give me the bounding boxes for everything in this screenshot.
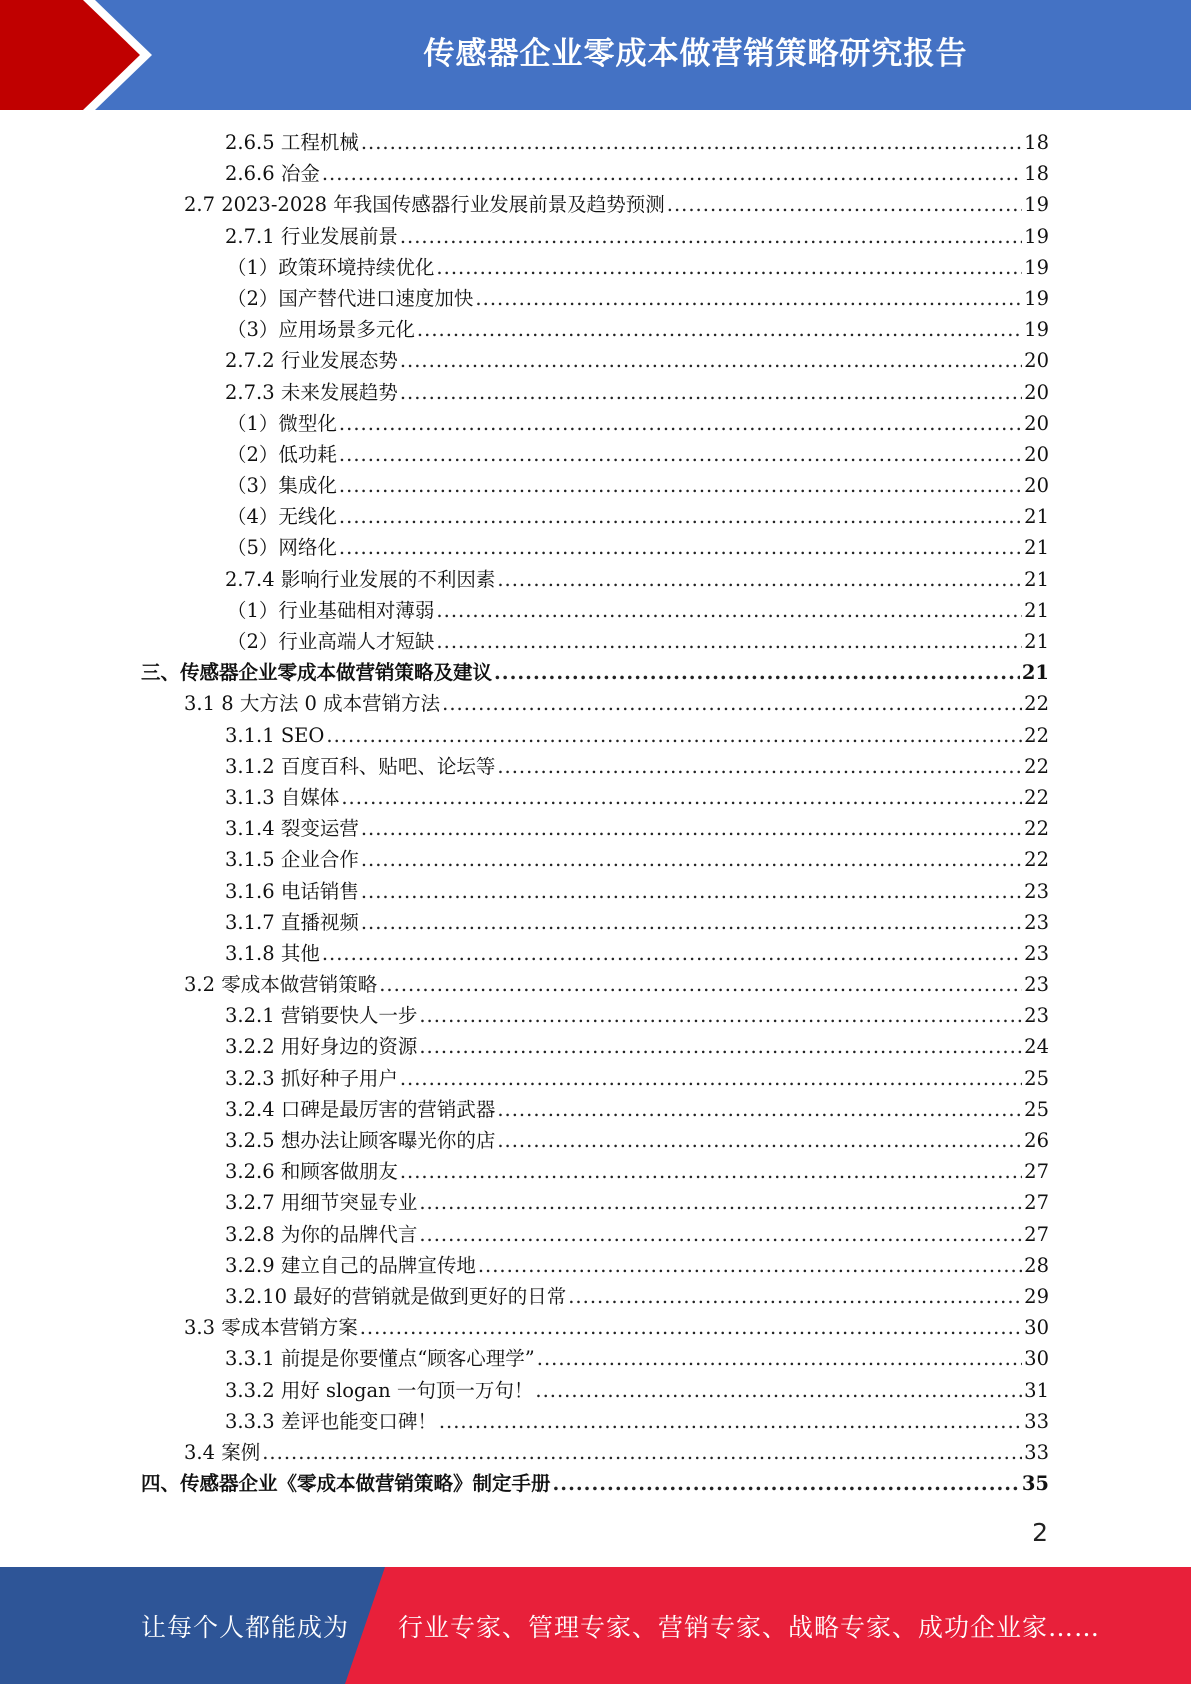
report-title: 传感器企业零成本做营销策略研究报告 xyxy=(423,35,968,72)
toc-entry[interactable] xyxy=(141,626,1049,657)
toc-leader-dots xyxy=(339,532,1022,563)
toc-entry-page: 20 xyxy=(1024,411,1049,435)
toc-leader-dots xyxy=(400,1156,1022,1187)
toc-entry-page: 22 xyxy=(1024,848,1049,872)
toc-entry-page: 33 xyxy=(1024,1409,1049,1433)
toc-entry-label: （4）无线化 xyxy=(227,505,337,529)
toc-entry-page: 23 xyxy=(1024,879,1049,903)
toc-entry-label: 3.1.5 企业合作 xyxy=(225,848,359,872)
toc-entry-page: 21 xyxy=(1024,567,1049,591)
toc-entry-page: 19 xyxy=(1024,318,1049,342)
toc-entry-page: 19 xyxy=(1024,193,1049,217)
toc-entry-label: 2.7.2 行业发展态势 xyxy=(225,349,398,373)
toc-entry-label: 3.2.9 建立自己的品牌宣传地 xyxy=(225,1253,476,1277)
toc-entry-label: 四、传感器企业《零成本做营销策略》制定手册 xyxy=(141,1472,551,1496)
toc-entry[interactable] xyxy=(141,345,1049,376)
toc-entry[interactable] xyxy=(141,1000,1049,1031)
toc-entry-page: 22 xyxy=(1024,754,1049,778)
toc-leader-dots xyxy=(535,1375,1022,1406)
toc-entry[interactable] xyxy=(141,501,1049,532)
toc-leader-dots xyxy=(568,1281,1022,1312)
toc-entry-page: 20 xyxy=(1024,474,1049,498)
toc-entry-label: （3）集成化 xyxy=(227,474,337,498)
toc-entry[interactable] xyxy=(141,844,1049,875)
toc-entry-page: 21 xyxy=(1024,598,1049,622)
toc-leader-dots xyxy=(442,688,1022,719)
toc-entry-page: 21 xyxy=(1021,661,1049,685)
toc-entry-label: 3.2.4 口碑是最厉害的营销武器 xyxy=(225,1097,496,1121)
toc-entry-page: 25 xyxy=(1024,1066,1049,1090)
toc-leader-dots xyxy=(553,1468,1020,1499)
toc-entry[interactable] xyxy=(141,1187,1049,1218)
toc-leader-dots xyxy=(436,252,1022,283)
toc-leader-dots xyxy=(419,1219,1022,1250)
toc-entry-page: 27 xyxy=(1024,1222,1049,1246)
toc-entry-page: 28 xyxy=(1024,1253,1049,1277)
toc-entry-page: 29 xyxy=(1024,1284,1049,1308)
toc-leader-dots xyxy=(326,720,1022,751)
toc-entry-label: （1）政策环境持续优化 xyxy=(227,255,435,279)
toc-entry[interactable] xyxy=(141,1312,1049,1343)
toc-entry[interactable] xyxy=(141,595,1049,626)
toc-entry-page: 23 xyxy=(1024,1004,1049,1028)
toc-leader-dots xyxy=(419,1187,1022,1218)
toc-leader-dots xyxy=(322,158,1022,189)
toc-leader-dots xyxy=(322,938,1022,969)
toc-entry-label: （2）行业高端人才短缺 xyxy=(227,630,435,653)
toc-entry-label: （2）国产替代进口速度加快 xyxy=(227,286,474,310)
toc-entry-label: 3.3.3 差评也能变口碑！ xyxy=(225,1409,437,1433)
toc-leader-dots xyxy=(400,221,1022,252)
toc-entry-label: 3.1.6 电话销售 xyxy=(225,879,359,903)
table-of-contents xyxy=(141,127,1049,1499)
toc-entry-label: 2.6.6 冶金 xyxy=(225,162,320,186)
toc-entry[interactable] xyxy=(141,1031,1049,1062)
toc-entry-label: 2.7.4 影响行业发展的不利因素 xyxy=(225,567,496,591)
toc-leader-dots xyxy=(361,127,1022,158)
toc-leader-dots xyxy=(436,626,1022,657)
toc-entry-page: 23 xyxy=(1024,910,1049,934)
toc-entry[interactable] xyxy=(141,1219,1049,1250)
toc-entry-page: 26 xyxy=(1024,1129,1049,1152)
toc-entry-page: 19 xyxy=(1024,286,1049,310)
toc-leader-dots xyxy=(537,1343,1022,1374)
toc-entry-label: 3.2.5 想办法让顾客曝光你的店 xyxy=(225,1129,496,1152)
toc-entry-label: 3.1.2 百度百科、贴吧、论坛等 xyxy=(225,754,496,778)
toc-entry-label: 3.1.4 裂变运营 xyxy=(225,817,359,841)
toc-leader-dots xyxy=(497,1094,1022,1125)
toc-entry-label: 3.1.8 其他 xyxy=(225,941,320,965)
toc-entry-page: 19 xyxy=(1024,255,1049,279)
toc-entry[interactable] xyxy=(141,1063,1049,1094)
toc-entry-label: 2.7.3 未来发展趋势 xyxy=(225,380,398,404)
toc-entry-page: 21 xyxy=(1024,505,1049,529)
toc-leader-dots xyxy=(494,657,1020,688)
toc-entry[interactable] xyxy=(141,314,1049,345)
toc-entry[interactable] xyxy=(141,1125,1049,1156)
toc-entry[interactable] xyxy=(141,657,1049,688)
toc-leader-dots xyxy=(667,189,1022,220)
toc-entry-label: 3.4 案例 xyxy=(184,1440,261,1464)
toc-entry-label: 2.7.1 行业发展前景 xyxy=(225,224,398,248)
toc-leader-dots xyxy=(339,470,1022,501)
toc-entry[interactable] xyxy=(141,189,1049,220)
toc-leader-dots xyxy=(497,751,1022,782)
toc-entry-label: 3.2.10 最好的营销就是做到更好的日常 xyxy=(225,1284,567,1308)
toc-entry-page: 31 xyxy=(1024,1378,1049,1402)
toc-entry-label: 3.2.7 用细节突显专业 xyxy=(225,1191,418,1215)
toc-leader-dots xyxy=(497,1125,1022,1156)
toc-leader-dots xyxy=(262,1437,1022,1468)
toc-entry[interactable] xyxy=(141,876,1049,907)
toc-entry-page: 21 xyxy=(1024,630,1049,653)
toc-entry[interactable] xyxy=(141,439,1049,470)
toc-entry-page: 19 xyxy=(1024,224,1049,248)
toc-leader-dots xyxy=(360,1312,1022,1343)
toc-entry-page: 20 xyxy=(1024,442,1049,466)
toc-entry-label: 三、传感器企业零成本做营销策略及建议 xyxy=(141,661,493,685)
toc-entry-label: 3.2.3 抓好种子用户 xyxy=(225,1066,398,1090)
toc-entry[interactable] xyxy=(141,470,1049,501)
toc-leader-dots xyxy=(361,907,1022,938)
toc-entry-page: 22 xyxy=(1024,692,1049,716)
toc-leader-dots xyxy=(436,595,1022,626)
toc-entry[interactable] xyxy=(141,720,1049,751)
toc-entry-label: 3.1.7 直播视频 xyxy=(225,910,359,934)
toc-leader-dots xyxy=(379,969,1022,1000)
toc-leader-dots xyxy=(475,283,1022,314)
toc-entry-label: 3.2.2 用好身边的资源 xyxy=(225,1035,418,1059)
toc-entry-page: 18 xyxy=(1024,162,1049,186)
page-header xyxy=(0,0,1191,110)
toc-entry-page: 23 xyxy=(1024,941,1049,965)
page-number: 2 xyxy=(1032,1518,1048,1547)
toc-entry-page: 23 xyxy=(1024,973,1049,997)
toc-entry[interactable] xyxy=(141,158,1049,189)
toc-entry-label: 3.2.6 和顾客做朋友 xyxy=(225,1160,398,1184)
toc-leader-dots xyxy=(339,439,1022,470)
toc-leader-dots xyxy=(497,564,1022,595)
toc-entry[interactable] xyxy=(141,1281,1049,1312)
toc-entry[interactable] xyxy=(141,1094,1049,1125)
toc-entry-page: 20 xyxy=(1024,349,1049,373)
toc-leader-dots xyxy=(417,314,1022,345)
toc-entry[interactable] xyxy=(141,1406,1049,1437)
toc-entry[interactable] xyxy=(141,969,1049,1000)
toc-entry-page: 27 xyxy=(1024,1191,1049,1215)
toc-leader-dots xyxy=(419,1031,1022,1062)
toc-entry-page: 18 xyxy=(1024,131,1049,154)
toc-entry-label: 3.2.8 为你的品牌代言 xyxy=(225,1222,418,1246)
toc-entry-label: 3.3 零成本营销方案 xyxy=(184,1316,358,1340)
toc-entry-label: 3.1 8 大方法 0 成本营销方法 xyxy=(184,692,441,716)
toc-leader-dots xyxy=(400,1063,1022,1094)
toc-entry[interactable] xyxy=(141,532,1049,563)
toc-leader-dots xyxy=(361,876,1022,907)
toc-entry-page: 22 xyxy=(1024,785,1049,809)
toc-entry-page: 21 xyxy=(1024,536,1049,560)
toc-entry-page: 33 xyxy=(1024,1440,1049,1464)
toc-leader-dots xyxy=(439,1406,1022,1437)
header-chevron-icon xyxy=(0,0,140,110)
toc-entry-label: （1）微型化 xyxy=(227,411,337,435)
toc-entry-label: 2.6.5 工程机械 xyxy=(225,131,359,154)
toc-entry[interactable] xyxy=(141,1156,1049,1187)
toc-entry-page: 30 xyxy=(1024,1347,1049,1371)
toc-entry-label: （3）应用场景多元化 xyxy=(227,318,415,342)
toc-entry[interactable] xyxy=(141,751,1049,782)
toc-entry[interactable] xyxy=(141,408,1049,439)
toc-entry[interactable] xyxy=(141,813,1049,844)
toc-entry[interactable] xyxy=(141,782,1049,813)
toc-leader-dots xyxy=(339,501,1022,532)
toc-entry[interactable] xyxy=(141,688,1049,719)
toc-entry[interactable] xyxy=(141,252,1049,283)
toc-entry-label: 3.1.3 自媒体 xyxy=(225,785,340,809)
toc-entry-page: 24 xyxy=(1024,1035,1049,1059)
toc-entry[interactable] xyxy=(141,377,1049,408)
toc-leader-dots xyxy=(339,408,1022,439)
toc-entry[interactable] xyxy=(141,564,1049,595)
toc-leader-dots xyxy=(400,345,1022,376)
toc-entry[interactable] xyxy=(141,1375,1049,1406)
toc-entry[interactable] xyxy=(141,938,1049,969)
toc-entry[interactable] xyxy=(141,283,1049,314)
toc-entry-page: 27 xyxy=(1024,1160,1049,1184)
toc-leader-dots xyxy=(361,813,1022,844)
toc-entry-label: 3.2.1 营销要快人一步 xyxy=(225,1004,418,1028)
toc-entry-page: 30 xyxy=(1024,1316,1049,1340)
toc-entry-page: 22 xyxy=(1024,817,1049,841)
toc-entry-label: 3.2 零成本做营销策略 xyxy=(184,973,378,997)
toc-entry-label: 3.3.2 用好 slogan 一句顶一万句！ xyxy=(225,1378,534,1402)
toc-entry[interactable] xyxy=(141,221,1049,252)
toc-entry[interactable] xyxy=(141,1468,1049,1499)
toc-entry-label: 3.3.1 前提是你要懂点“顾客心理学” xyxy=(225,1347,535,1371)
toc-entry[interactable] xyxy=(141,907,1049,938)
footer-slogan-right: 行业专家、管理专家、营销专家、战略专家、成功企业家…… xyxy=(398,1612,1101,1642)
toc-entry-page: 25 xyxy=(1024,1097,1049,1121)
toc-entry-label: 2.7 2023-2028 年我国传感器行业发展前景及趋势预测 xyxy=(184,193,665,217)
toc-leader-dots xyxy=(341,782,1022,813)
toc-leader-dots xyxy=(361,844,1022,875)
page-footer xyxy=(0,1567,1191,1684)
toc-entry-page: 20 xyxy=(1024,380,1049,404)
toc-leader-dots xyxy=(419,1000,1022,1031)
toc-entry[interactable] xyxy=(141,1250,1049,1281)
toc-entry[interactable] xyxy=(141,1343,1049,1374)
toc-entry-page: 35 xyxy=(1021,1472,1049,1496)
footer-slogan-left: 让每个人都能成为 xyxy=(141,1612,350,1642)
toc-leader-dots xyxy=(400,377,1022,408)
toc-entry-label: （5）网络化 xyxy=(227,536,337,560)
toc-entry[interactable] xyxy=(141,127,1049,158)
toc-entry-label: 3.1.1 SEO xyxy=(225,723,325,747)
toc-entry[interactable] xyxy=(141,1437,1049,1468)
toc-leader-dots xyxy=(478,1250,1022,1281)
toc-entry-label: （2）低功耗 xyxy=(227,442,337,466)
toc-entry-page: 22 xyxy=(1024,723,1049,747)
toc-entry-label: （1）行业基础相对薄弱 xyxy=(227,598,435,622)
